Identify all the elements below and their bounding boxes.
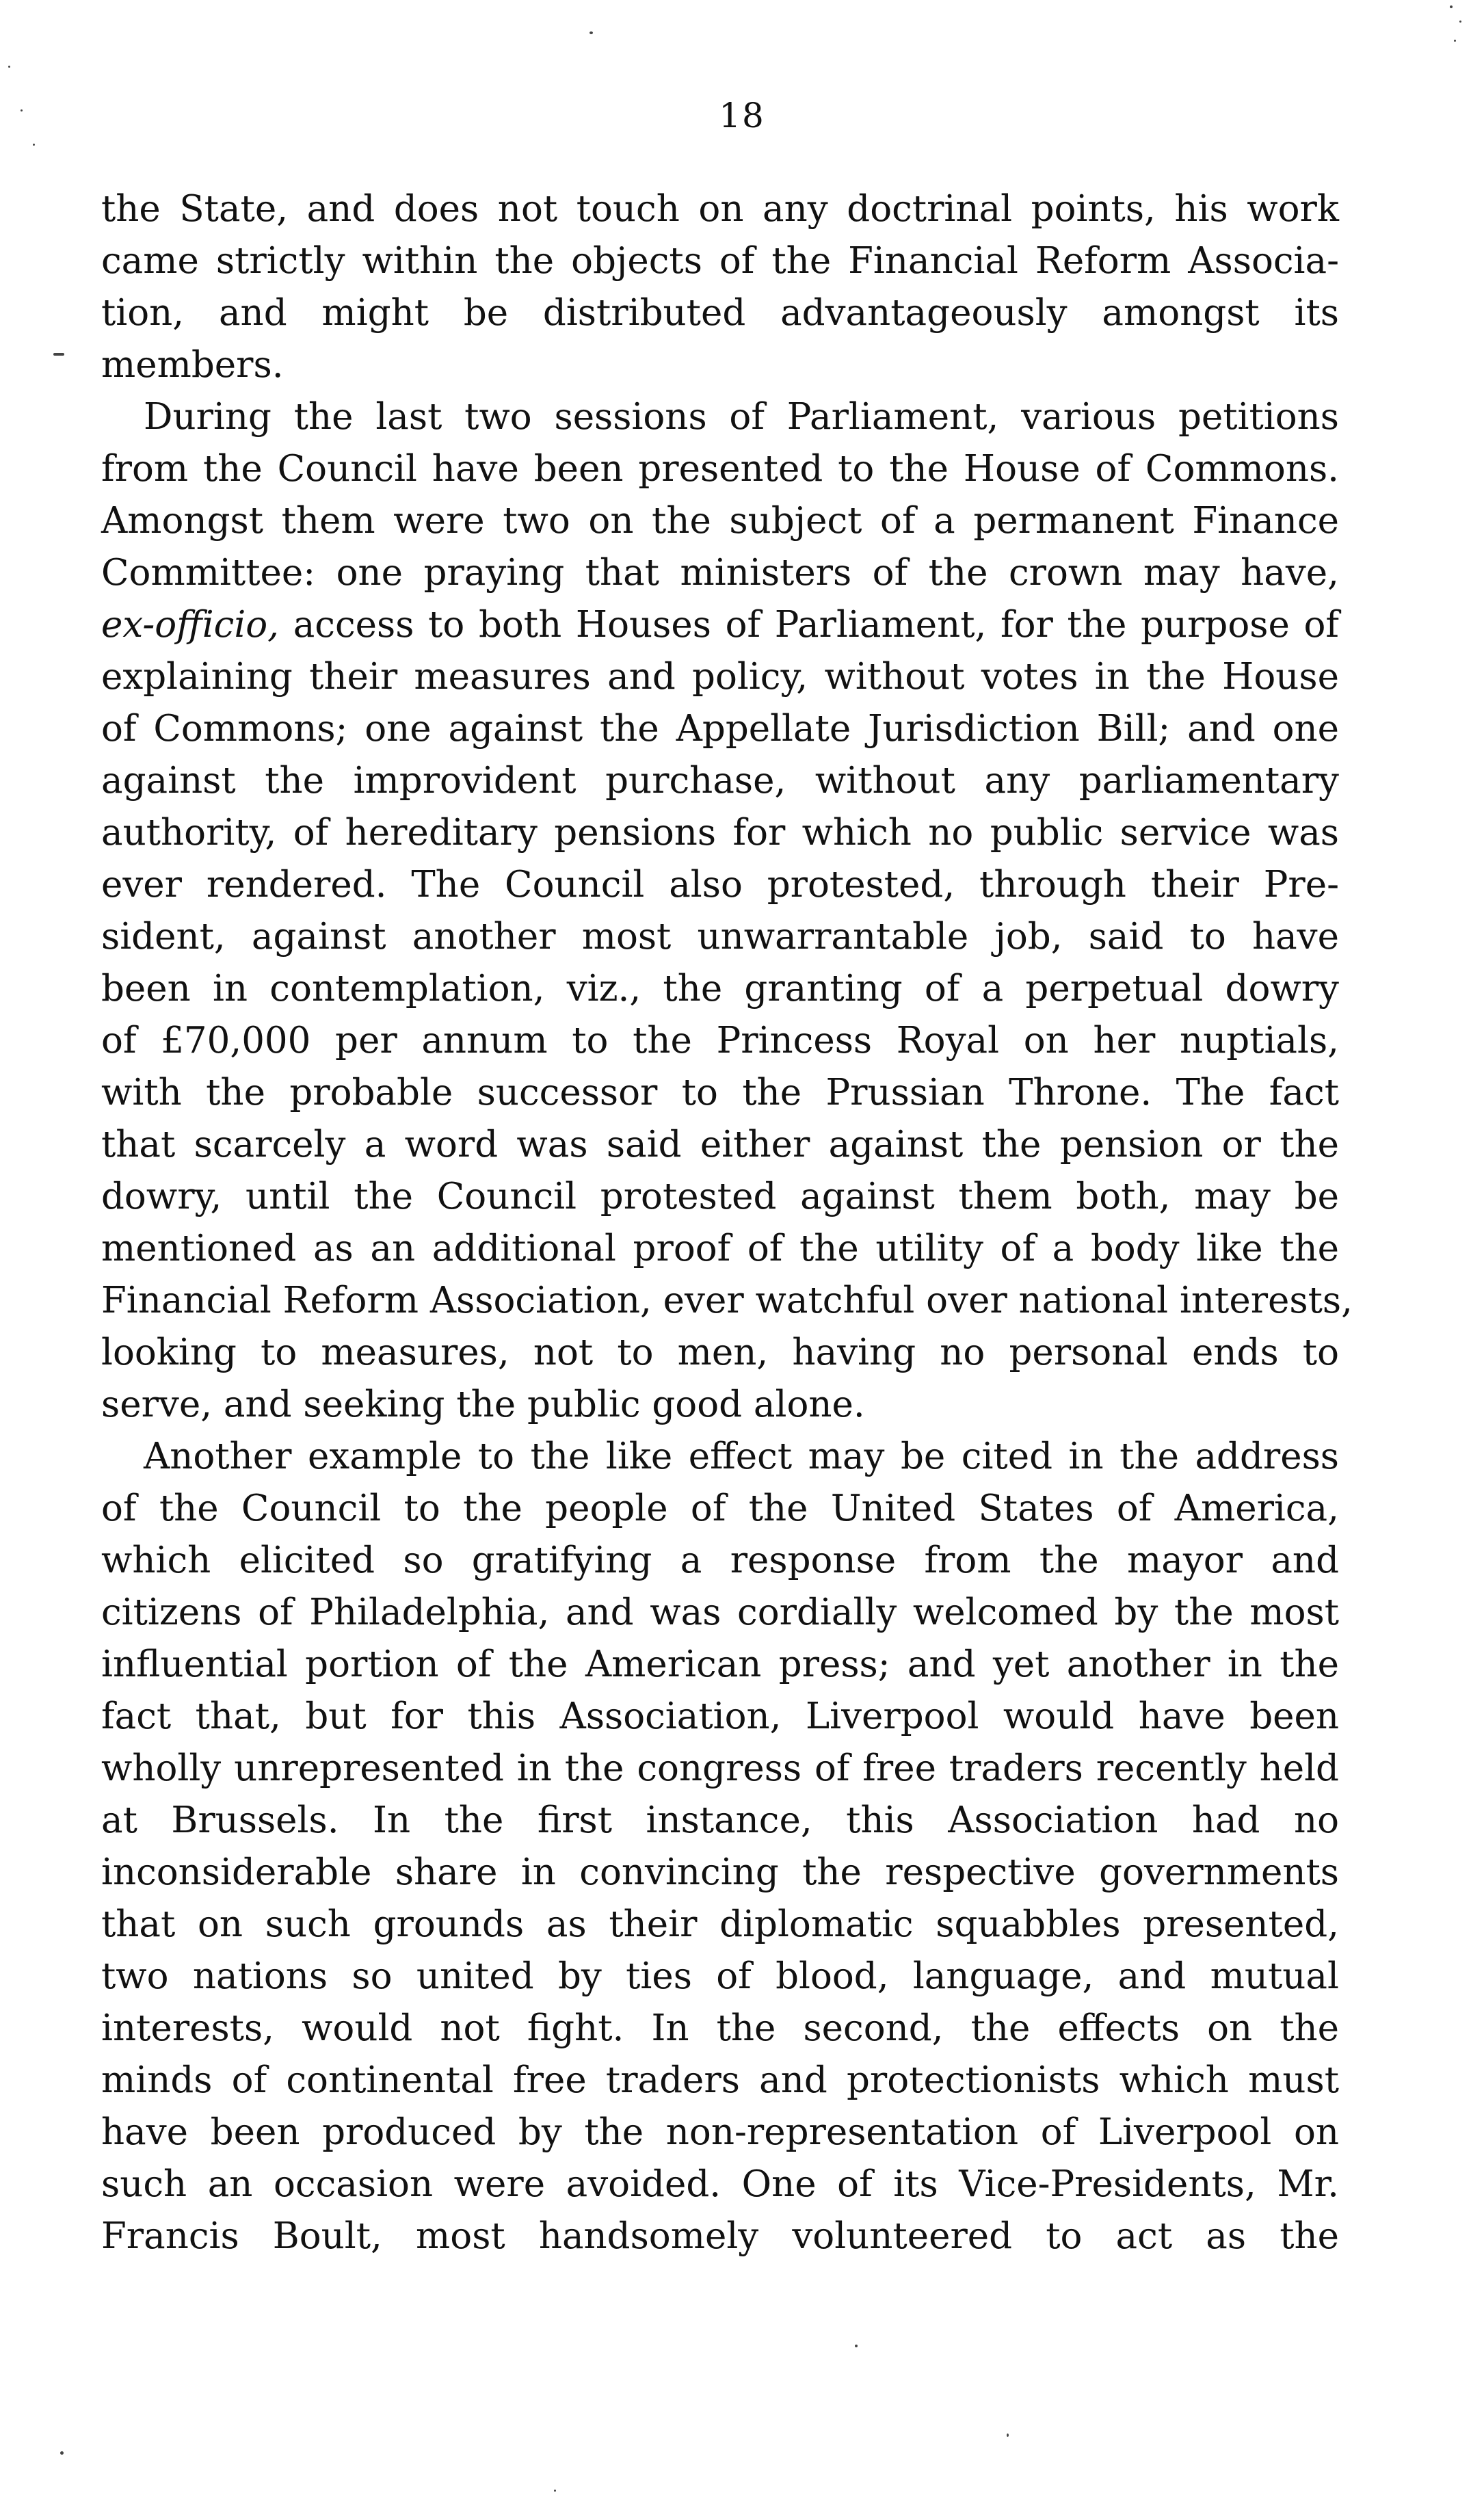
text-line: serve, and seeking the public good alone. (101, 1384, 865, 1425)
text-line: the State, and does not touch on any doctrinal points, his work (101, 188, 1339, 230)
paragraph-start-line: During the last two sessions of Parliament, various petitions (144, 396, 1339, 438)
italic-phrase: ex-officio, (101, 604, 280, 646)
text-line: have been produced by the non-representation of Liverpool on (101, 2111, 1339, 2153)
text-line: authority, of hereditary pensions for which no public service was (101, 812, 1339, 854)
scan-speck (60, 2451, 64, 2455)
scan-speck (855, 2345, 858, 2347)
text-line: of Commons; one against the Appellate Jurisdiction Bill; and one (101, 708, 1339, 750)
text-line: which elicited so gratifying a response from the mayor and (101, 1540, 1339, 1581)
text-line: against the improvident purchase, without any parliamentary (101, 760, 1339, 802)
text-fragment: access to both Houses of Parliament, for the purpose of (279, 604, 1339, 646)
text-line: such an occasion were avoided. One of its Vice-Presidents, Mr. (101, 2163, 1339, 2205)
scan-speck (589, 31, 593, 34)
text-line (101, 599, 1339, 651)
text-line: Amongst them were two on the subject of a permanent Finance (101, 500, 1339, 542)
text-line: dowry, until the Council protested against them both, may be (101, 1176, 1339, 1217)
text-line: came strictly within the objects of the Financial Reform Associa- (101, 240, 1339, 282)
text-line: of £70,000 per annum to the Princess Royal on her nuptials, (101, 1020, 1339, 1061)
text-line: been in contemplation, viz., the granting of a perpetual dowry (101, 968, 1339, 1010)
scan-speck (53, 353, 64, 356)
page-number: 18 (719, 96, 765, 135)
text-line: Financial Reform Association, ever watchful over national interests, (101, 1280, 1353, 1321)
scan-speck (21, 109, 23, 111)
text-line: inconsiderable share in convincing the respective governments (101, 1851, 1339, 1893)
text-line: that scarcely a word was said either against the pension or the (101, 1124, 1339, 1165)
text-line: members. (101, 344, 284, 386)
text-line: fact that, but for this Association, Liverpool would have been (101, 1696, 1339, 1737)
scan-speck (1454, 40, 1456, 42)
text-line: wholly unrepresented in the congress of free traders recently held (101, 1747, 1339, 1789)
text-line: from the Council have been presented to the House of Commons. (101, 448, 1339, 490)
text-line: minds of continental free traders and protectionists which must (101, 2059, 1339, 2101)
scan-speck (1450, 5, 1453, 8)
text-line: explaining their measures and policy, without votes in the House (101, 656, 1339, 698)
text-line: looking to measures, not to men, having no personal ends to (101, 1332, 1339, 1373)
scan-speck (1007, 2434, 1009, 2437)
text-line: that on such grounds as their diplomatic squabbles presented, (101, 1903, 1339, 1945)
text-line: ever rendered. The Council also protested, through their Pre- (101, 864, 1339, 906)
text-line: Committee: one praying that ministers of the crown may have, (101, 552, 1339, 594)
text-line: with the probable successor to the Prussian Throne. The fact (101, 1072, 1339, 1113)
paragraph-start-line: Another example to the like effect may be cited in the address (144, 1436, 1339, 1477)
scan-speck (1459, 21, 1461, 23)
text-line: sident, against another most unwarrantable job, said to have (101, 916, 1339, 958)
text-line: at Brussels. In the first instance, this Association had no (101, 1799, 1339, 1841)
text-line: tion, and might be distributed advantageously amongst its (101, 292, 1339, 334)
text-line: two nations so united by ties of blood, language, and mutual (101, 1955, 1339, 1997)
text-line: of the Council to the people of the United States of America, (101, 1488, 1339, 1529)
text-line: influential portion of the American press; and yet another in the (101, 1644, 1339, 1685)
text-line: mentioned as an additional proof of the utility of a body like the (101, 1228, 1339, 1269)
text-line: citizens of Philadelphia, and was cordially welcomed by the most (101, 1592, 1339, 1633)
scan-speck (554, 2490, 556, 2492)
text-line: Francis Boult, most handsomely volunteered to act as the (101, 2215, 1339, 2257)
scan-speck (33, 144, 35, 146)
text-line: interests, would not fight. In the second, the effects on the (101, 2007, 1339, 2049)
scan-speck (8, 66, 10, 68)
body-text (101, 183, 1353, 2263)
